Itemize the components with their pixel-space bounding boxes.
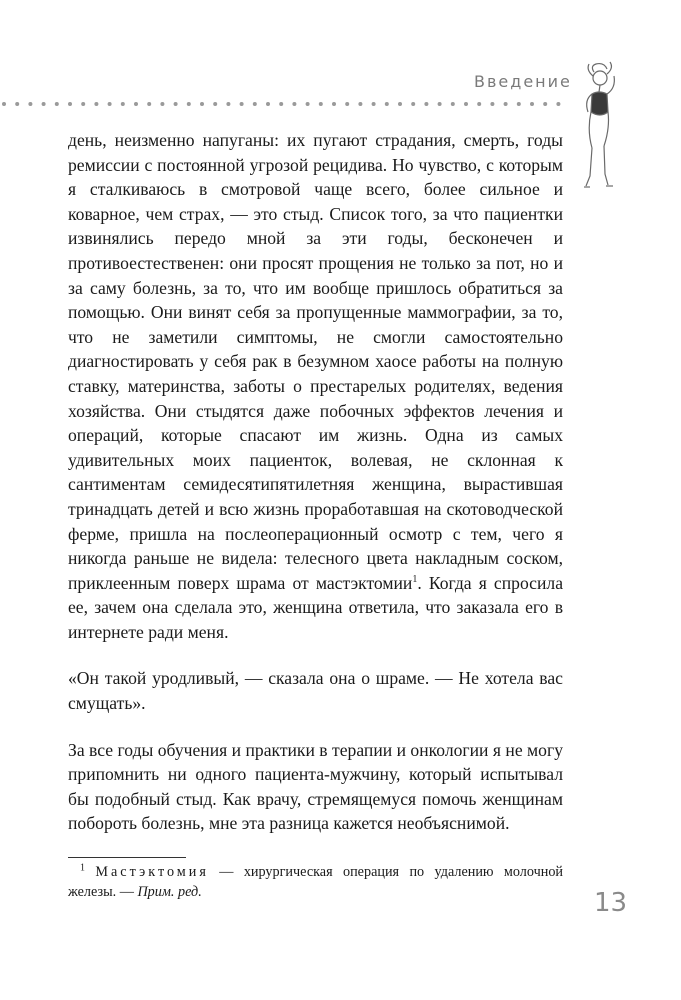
footnote-marker: 1 [80, 862, 85, 874]
dot [160, 102, 164, 106]
footnote [68, 862, 563, 902]
dot [292, 102, 296, 106]
page-number: 13 [594, 888, 628, 918]
dot [358, 102, 362, 106]
dot [424, 102, 428, 106]
dot [174, 102, 178, 106]
dot [279, 102, 283, 106]
dot [213, 102, 217, 106]
dot [504, 102, 508, 106]
dot [411, 102, 415, 106]
paragraph-1-tail: . Когда я спросила ее, зачем она сделала это, женщина ответила, что заказала его в интернете ради меня. [68, 572, 563, 642]
footnote-definition: — хирургическая операция по удалению молочной железы. — [68, 864, 564, 900]
dot [42, 102, 46, 106]
dot [319, 102, 323, 106]
dot [345, 102, 349, 106]
dot [543, 102, 547, 106]
dot [530, 102, 534, 106]
dot [81, 102, 85, 106]
dot [108, 102, 112, 106]
dot [266, 102, 270, 106]
dot [121, 102, 125, 106]
paragraph-3: За все годы обучения и практики в терапии и онкологии я не могу припомнить ни одного пациента-мужчину, который испытывал бы подобный стыд. Как врачу, стремящемуся помочь женщинам побороть болезнь, мне эта разница кажется необъяснимой. [68, 739, 563, 834]
dot [385, 102, 389, 106]
pinup-woman-illustration [574, 60, 624, 200]
dot [187, 102, 191, 106]
dot [438, 102, 442, 106]
dot [372, 102, 376, 106]
dot [55, 102, 59, 106]
dot [332, 102, 336, 106]
paragraph-2: «Он такой уродливый, — сказала она о шраме. — Не хотела вас смущать». [68, 668, 563, 714]
dot [451, 102, 455, 106]
dotted-rule [0, 100, 570, 108]
dot [15, 102, 19, 106]
dot [28, 102, 32, 106]
dot [226, 102, 230, 106]
footnote-reference[interactable]: 1 [412, 573, 418, 585]
dot [398, 102, 402, 106]
dot [253, 102, 257, 106]
dot [200, 102, 204, 106]
main-text [68, 128, 563, 858]
dot [68, 102, 72, 106]
footnote-divider [68, 857, 186, 858]
footnote-term: Мастэктомия [95, 864, 209, 880]
running-header-title: Введение [474, 72, 572, 91]
dot [94, 102, 98, 106]
dot [2, 102, 6, 106]
dot [134, 102, 138, 106]
dot [147, 102, 151, 106]
dot [477, 102, 481, 106]
footnote-editor-note: Прим. ред. [137, 884, 202, 900]
dot [306, 102, 310, 106]
dot [490, 102, 494, 106]
dot [464, 102, 468, 106]
dot [556, 102, 560, 106]
dot [240, 102, 244, 106]
paragraph-1-text: день, неизменно напуганы: их пугают страдания, смерть, годы ремиссии с постоянной угрозой рецидива. Но чувство, с которым я сталкиваюсь в смотровой чаще всего, более сильное и коварное, чем страх, — это стыд. Список того, за что пациентки извинялись передо мной за эти годы, бесконечен и противоестественен: они просят прощения не только за пот, но и за саму болезнь, за то, что им вообще пришлось обратиться за помощью. Они винят себя за пропущенные маммографии, за то, что не заметили симптомы, не смогли самостоятельно диагностировать у себя рак в безумном хаосе работы на полную ставку, материнства, заботы о престарелых родителях, ведения хозяйства. Они стыдятся даже побочных эффектов лечения и операций, которые спасают им жизнь. Одна из самых удивительных моих пациенток, волевая, не склонная к сантиментам семидесятипятилетняя женщина, вырастившая тринадцать детей и всю жизнь проработавшая на скотоводческой ферме, пришла на послеоперационный осмотр с тем, чего я никогда раньше не видела: телесного цвета накладным соском, приклеенным поверх шрама от мастэктомии [68, 130, 563, 593]
dot [517, 102, 521, 106]
paragraph-1 [68, 128, 563, 644]
